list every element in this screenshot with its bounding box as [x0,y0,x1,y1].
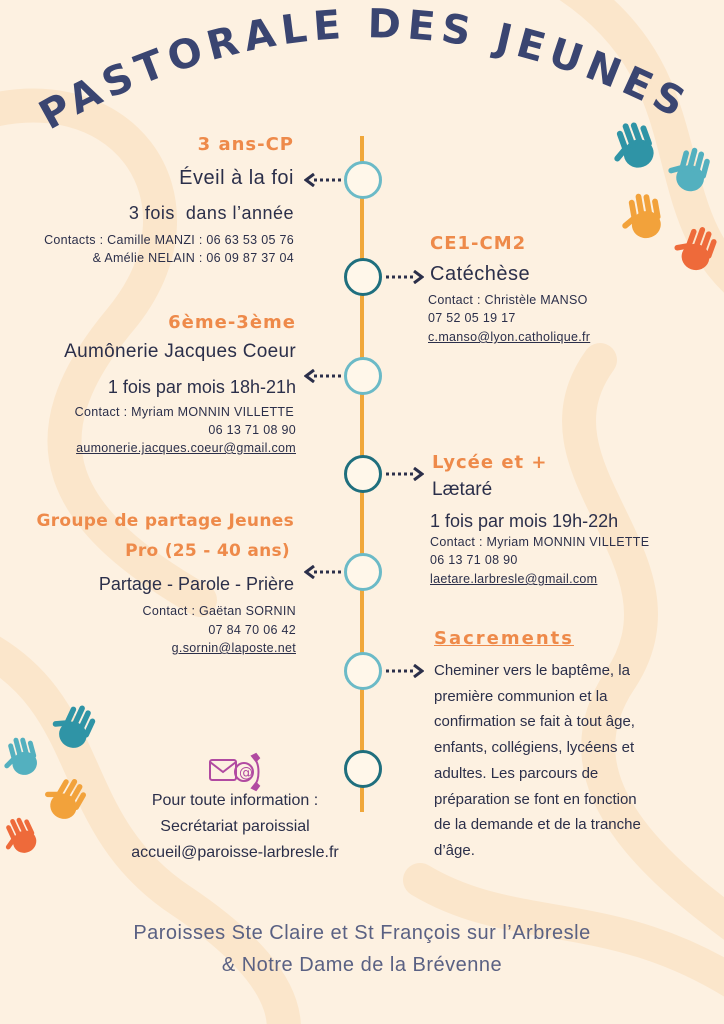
catechese-contact: Contact : Christèle MANSO [428,293,588,307]
eveil-age: 3 ans-CP [197,134,294,155]
catechese-age: CE1-CM2 [430,233,527,254]
arrow-right-icon [384,664,424,678]
svg-text:@: @ [239,765,253,781]
email-phone-icon [208,752,264,792]
partage-phone: 07 84 70 06 42 [208,623,296,637]
lycee-name: Lætaré [432,479,493,500]
info-email-link[interactable]: accueil@paroisse-larbresle.fr [131,844,339,861]
info-line-2: Secrétariat paroissial [160,818,310,835]
sacrements-line: confirmation se fait à tout âge, [434,713,635,731]
lycee-phone: 06 13 71 08 90 [430,553,518,567]
partage-contact: Contact : Gaëtan SORNIN [142,604,296,618]
hand-orange-icon [614,186,677,249]
aumonerie-contact: Contact : Myriam MONNIN VILLETTE [74,405,294,419]
sacrements-line: enfants, collégiens, lycéens et [434,739,635,757]
lycee-contact: Contact : Myriam MONNIN VILLETTE [430,535,650,549]
eveil-contact-2: & Amélie NELAIN : 06 09 87 37 04 [92,251,294,265]
timeline-node-sacrements [344,652,382,690]
aumonerie-age: 6ème-3ème [168,312,296,333]
aumonerie-phone: 06 13 71 08 90 [208,423,296,437]
footer-line-2: & Notre Dame de la Brévenne [221,954,503,976]
arrow-left-icon [304,173,344,187]
lycee-frequency: 1 fois par mois 19h-22h [430,511,619,531]
timeline-node-partage [344,553,382,591]
arrow-right-icon [384,270,424,284]
aumonerie-name: Aumônerie Jacques Coeur [64,341,296,362]
partage-tagline: Partage - Parole - Prière [98,574,294,594]
lycee-age: Lycée et + [432,452,548,473]
sacrements-line: première communion et la [434,687,608,705]
lycee-email-link[interactable]: laetare.larbresle@gmail.com [430,572,598,586]
sacrements-title: Sacrements [434,628,574,649]
partage-email-link[interactable]: g.sornin@laposte.net [171,641,296,655]
timeline-node-end [344,750,382,788]
svg-text:PASTORALE DES JEUNES: PASTORALE DES JEUNES [31,1,698,140]
sacrements-line: Cheminer vers le baptême, la [434,662,630,679]
sacrements-line: adultes. Les parcours de [434,764,599,782]
partage-title-2: Pro (25 - 40 ans) [125,541,290,561]
timeline-node-aumonerie [344,357,382,395]
sacrements-line: de la demande et de la tranche [434,816,641,834]
arrow-left-icon [304,565,344,579]
footer-line-1: Paroisses Ste Claire et St François sur l’Arbresle [133,922,591,944]
catechese-name: Catéchèse [430,263,531,285]
info-line-1: Pour toute information : [151,792,319,809]
arrow-right-icon [384,467,424,481]
aumonerie-frequency: 1 fois par mois 18h-21h [107,377,296,397]
arrow-left-icon [304,369,344,383]
aumonerie-email-link[interactable]: aumonerie.jacques.coeur@gmail.com [76,441,296,455]
sacrements-line: d’âge. [434,841,475,859]
sacrements-text [434,658,704,864]
eveil-frequency: 3 fois dans l’année [128,203,294,223]
eveil-contact-1: Contacts : Camille MANZI : 06 63 53 05 76 [44,233,294,247]
catechese-email-link[interactable]: c.manso@lyon.catholique.fr [428,330,591,344]
timeline-node-eveil [344,161,382,199]
timeline-node-catechese [344,258,382,296]
eveil-name: Éveil à la foi [179,167,294,189]
sacrements-line: préparation se font en fonction [434,790,637,808]
catechese-phone: 07 52 05 19 17 [428,311,516,325]
timeline-node-lycee [344,455,382,493]
partage-title-1: Groupe de partage Jeunes [36,511,294,531]
